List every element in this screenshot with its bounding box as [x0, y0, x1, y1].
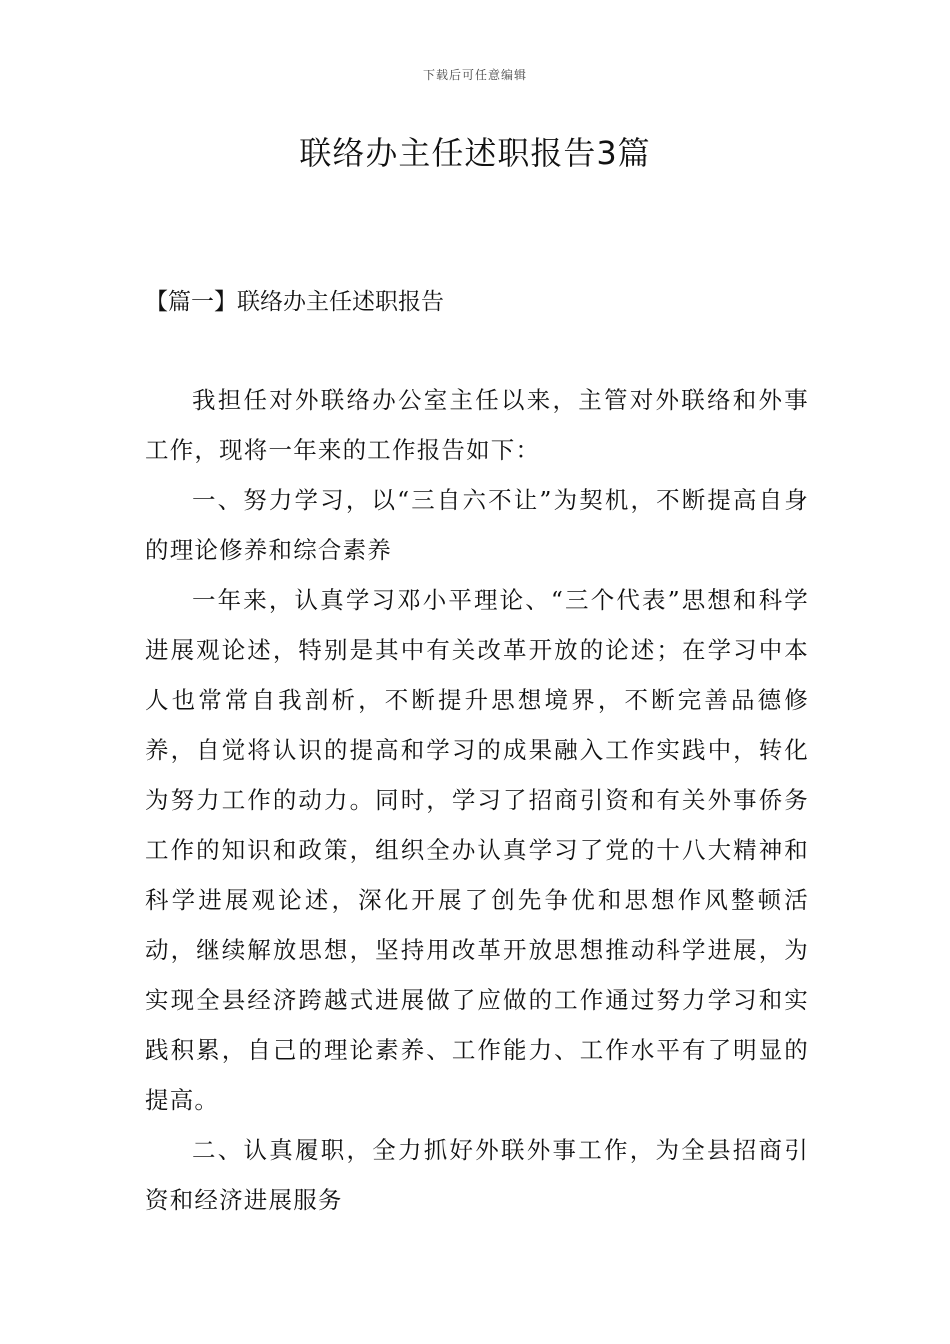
- paragraph-study: 一年来，认真学习邓小平理论、“三个代表”思想和科学进展观论述，特别是其中有关改革开放的论述；在学习中本人也常常自我剖析，不断提升思想境界，不断完善品德修养，自觉将认识的提高和学习的成果融入工作实践中，转化为努力工作的动力。同时，学习了招商引资和有关外事侨务工作的知识和政策，组织全办认真学习了党的十八大精神和科学进展观论述，深化开展了创先争优和思想作风整顿活动，继续解放思想，坚持用改革开放思想推动科学进展，为实现全县经济跨越式进展做了应做的工作通过努力学习和实践积累，自己的理论素养、工作能力、工作水平有了明显的提高。: [145, 586, 809, 1114]
- document-body: [145, 375, 809, 1225]
- paragraph-heading-one: 一、努力学习，以“三自六不让”为契机，不断提高自身的理论修养和综合素养: [145, 486, 809, 564]
- section-heading: 【篇一】联络办主任述职报告: [145, 289, 444, 315]
- paragraph-heading-two: 二、认真履职，全力抓好外联外事工作，为全县招商引资和经济进展服务: [145, 1136, 809, 1214]
- document-title: 联络办主任述职报告3篇: [299, 134, 651, 172]
- paragraph-intro: 我担任对外联络办公室主任以来，主管对外联络和外事工作，现将一年来的工作报告如下：: [145, 386, 809, 464]
- header-note: 下载后可任意编辑: [422, 68, 527, 82]
